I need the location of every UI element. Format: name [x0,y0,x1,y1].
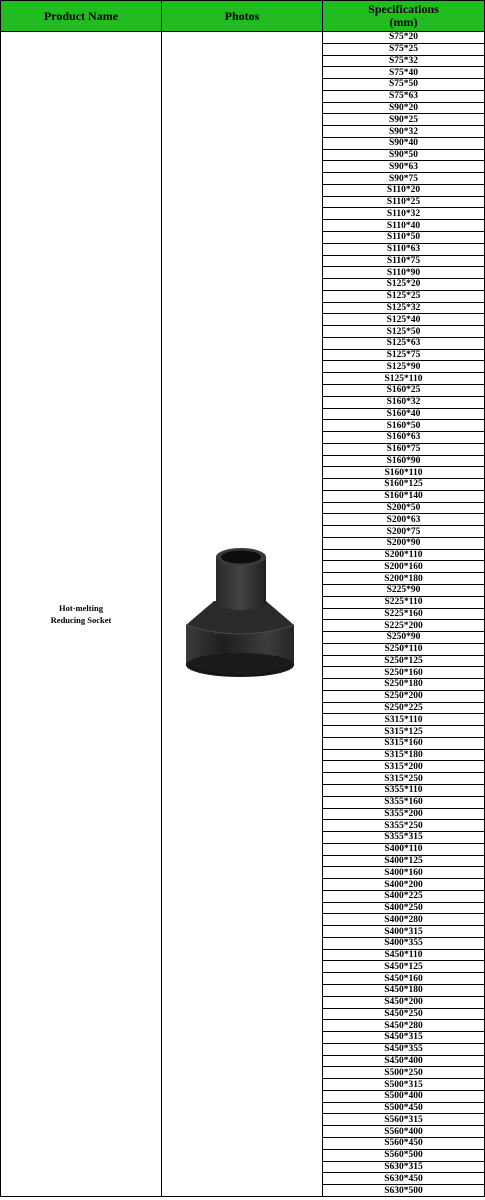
spec-cell: S160*75 [323,443,485,455]
spec-cell: S450*280 [323,1020,485,1032]
spec-cell: S110*25 [323,196,485,208]
spec-cell: S355*200 [323,808,485,820]
spec-cell: S125*90 [323,361,485,373]
spec-cell: S400*250 [323,902,485,914]
spec-cell: S225*110 [323,596,485,608]
spec-cell: S250*110 [323,643,485,655]
spec-cell: S160*40 [323,408,485,420]
header-specifications: Specifications (mm) [323,1,485,32]
spec-cell: S355*110 [323,785,485,797]
spec-cell: S200*90 [323,537,485,549]
spec-cell: S90*40 [323,137,485,149]
spec-cell: S250*160 [323,667,485,679]
spec-cell: S450*180 [323,985,485,997]
spec-cell: S160*50 [323,420,485,432]
spec-cell: S160*32 [323,396,485,408]
spec-cell: S630*315 [323,1161,485,1173]
spec-cell: S160*63 [323,432,485,444]
spec-cell: S315*180 [323,749,485,761]
spec-cell: S400*200 [323,879,485,891]
spec-cell: S400*355 [323,937,485,949]
spec-cell: S200*50 [323,502,485,514]
spec-cell: S200*75 [323,526,485,538]
spec-cell: S200*160 [323,561,485,573]
spec-cell: S560*400 [323,1126,485,1138]
spec-cell: S200*63 [323,514,485,526]
spec-cell: S110*90 [323,267,485,279]
spec-cell: S125*20 [323,279,485,291]
spec-cell: S355*315 [323,832,485,844]
spec-cell: S450*110 [323,949,485,961]
spec-cell: S125*110 [323,373,485,385]
spec-cell: S125*50 [323,326,485,338]
spec-cell: S560*315 [323,1114,485,1126]
product-photo-cell [162,32,323,1197]
spec-cell: S500*250 [323,1067,485,1079]
spec-cell: S90*20 [323,102,485,114]
spec-cell: S75*25 [323,43,485,55]
spec-cell: S75*32 [323,55,485,67]
spec-cell: S500*450 [323,1102,485,1114]
spec-cell: S110*75 [323,255,485,267]
product-name-cell: Hot-melting Reducing Socket [1,32,162,1197]
spec-cell: S125*63 [323,337,485,349]
spec-cell: S200*110 [323,549,485,561]
spec-cell: S400*125 [323,855,485,867]
spec-cell: S90*75 [323,173,485,185]
table-row [1,32,485,44]
spec-cell: S250*125 [323,655,485,667]
spec-cell: S450*315 [323,1032,485,1044]
spec-cell: S160*140 [323,490,485,502]
spec-cell: S630*450 [323,1173,485,1185]
spec-cell: S450*250 [323,1008,485,1020]
spec-cell: S450*160 [323,973,485,985]
spec-cell: S315*125 [323,726,485,738]
spec-cell: S110*32 [323,208,485,220]
spec-cell: S400*110 [323,843,485,855]
header-product-name: Product Name [1,1,162,32]
spec-cell: S125*32 [323,302,485,314]
spec-cell: S315*110 [323,714,485,726]
spec-cell: S160*110 [323,467,485,479]
spec-cell: S125*40 [323,314,485,326]
spec-cell: S560*500 [323,1149,485,1161]
spec-cell: S125*75 [323,349,485,361]
spec-cell: S160*90 [323,455,485,467]
spec-cell: S200*180 [323,573,485,585]
reducing-socket-photo [172,539,312,689]
spec-cell: S90*50 [323,149,485,161]
spec-cell: S225*90 [323,584,485,596]
header-photos: Photos [162,1,323,32]
spec-cell: S500*400 [323,1090,485,1102]
spec-cell: S110*50 [323,232,485,244]
spec-cell: S355*160 [323,796,485,808]
spec-cell: S90*63 [323,161,485,173]
spec-cell: S250*90 [323,632,485,644]
spec-cell: S400*280 [323,914,485,926]
header-row [1,1,485,32]
spec-cell: S110*20 [323,184,485,196]
spec-cell: S75*50 [323,79,485,91]
spec-cell: S225*200 [323,620,485,632]
spec-cell: S250*180 [323,679,485,691]
spec-cell: S110*63 [323,243,485,255]
spec-cell: S110*40 [323,220,485,232]
spec-cell: S400*315 [323,926,485,938]
spec-cell: S75*63 [323,90,485,102]
spec-cell: S90*25 [323,114,485,126]
spec-cell: S355*250 [323,820,485,832]
spec-cell: S315*200 [323,761,485,773]
spec-cell: S315*250 [323,773,485,785]
spec-cell: S90*32 [323,126,485,138]
spec-cell: S75*20 [323,32,485,44]
spec-cell: S250*200 [323,690,485,702]
spec-cell: S125*25 [323,290,485,302]
spec-cell: S315*160 [323,737,485,749]
spec-cell: S400*225 [323,890,485,902]
spec-table-body [1,32,485,1197]
spec-cell: S500*315 [323,1079,485,1091]
spec-cell: S450*200 [323,996,485,1008]
spec-cell: S160*25 [323,384,485,396]
spec-cell: S250*225 [323,702,485,714]
spec-cell: S450*400 [323,1055,485,1067]
spec-cell: S225*160 [323,608,485,620]
spec-cell: S450*125 [323,961,485,973]
spec-cell: S400*160 [323,867,485,879]
spec-cell: S75*40 [323,67,485,79]
spec-cell: S560*450 [323,1137,485,1149]
spec-cell: S160*125 [323,479,485,491]
spec-cell: S630*500 [323,1185,485,1197]
spec-cell: S450*355 [323,1043,485,1055]
